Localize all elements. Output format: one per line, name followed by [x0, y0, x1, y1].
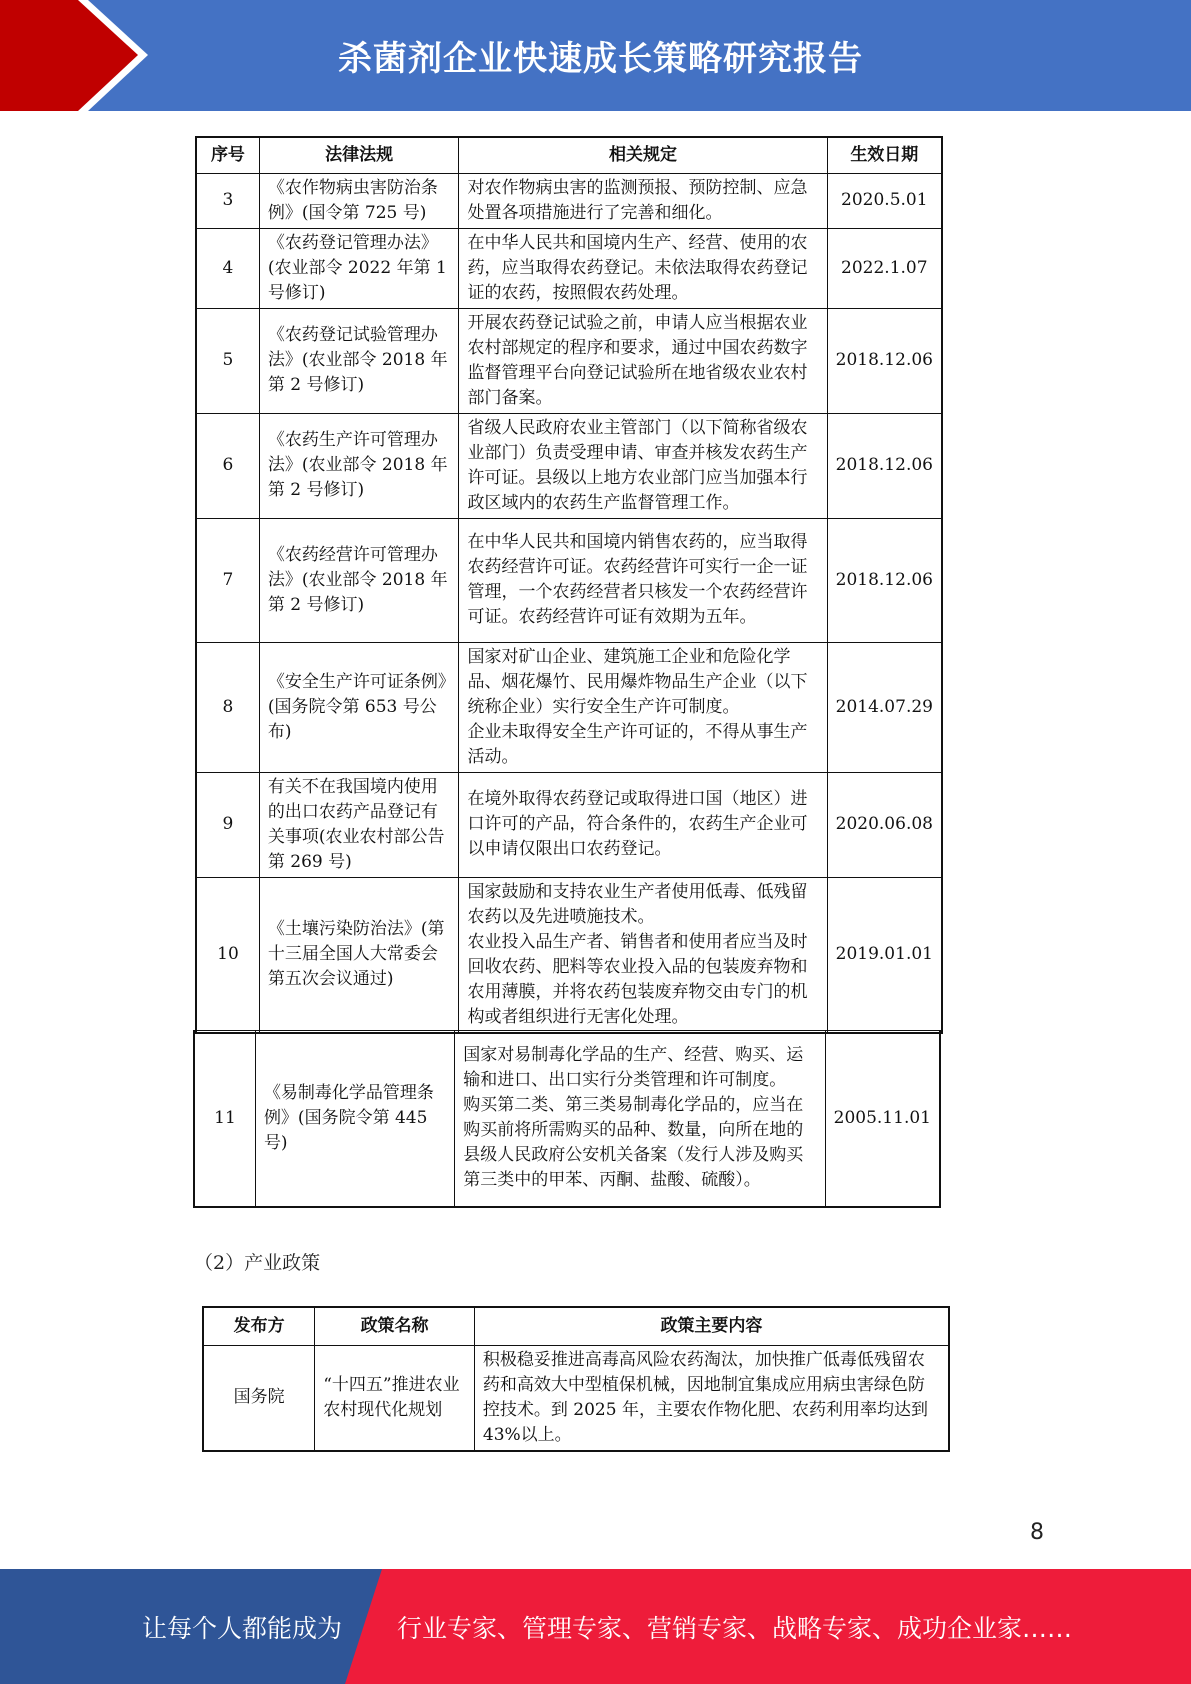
- law-rule: 国家对易制毒化学品的生产、经营、购买、运输和进口、出口实行分类管理和许可制度。 购买第二类、第三类易制毒化学品的，应当在购买前将所需购买的品种、数量，向所在地的县级人民政府公安机关备案（发行人涉及购买第三类中的甲苯、丙酮、盐酸、硫酸）。: [455, 1031, 825, 1207]
- effective-date: 2019.01.01: [827, 877, 942, 1033]
- effective-date: 2022.1.07: [827, 228, 942, 308]
- table-row: [196, 413, 942, 518]
- law-name: 《安全生产许可证条例》(国务院令第 653 号公布): [259, 642, 459, 772]
- footer-banner: [0, 1569, 1191, 1684]
- table-row: [196, 228, 942, 308]
- column-header: 生效日期: [827, 137, 942, 173]
- row-number: 11: [194, 1031, 255, 1207]
- law-rule: 国家对矿山企业、建筑施工企业和危险化学品、烟花爆竹、民用爆炸物品生产企业（以下统称企业）实行安全生产许可制度。 企业未取得安全生产许可证的，不得从事生产活动。: [459, 642, 827, 772]
- law-name: 《农药登记试验管理办法》(农业部令 2018 年第 2 号修订): [259, 308, 459, 413]
- table-header-row: [203, 1307, 949, 1345]
- column-header: 法律法规: [259, 137, 459, 173]
- row-number: 5: [196, 308, 259, 413]
- law-rule: 在中华人民共和国境内销售农药的，应当取得农药经营许可证。农药经营许可实行一企一证管理，一个农药经营者只核发一个农药经营许可证。农药经营许可证有效期为五年。: [459, 518, 827, 642]
- table-row: [196, 877, 942, 1033]
- law-rule: 在境外取得农药登记或取得进口国（地区）进口许可的产品，符合条件的，农药生产企业可以申请仅限出口农药登记。: [459, 772, 827, 877]
- law-name: 《农药生产许可管理办法》(农业部令 2018 年第 2 号修订): [259, 413, 459, 518]
- policy-table: [202, 1306, 950, 1452]
- law-rule: 省级人民政府农业主管部门（以下简称省级农业部门）负责受理申请、审查并核发农药生产许可证。县级以上地方农业部门应当加强本行政区域内的农药生产监督管理工作。: [459, 413, 827, 518]
- row-number: 8: [196, 642, 259, 772]
- effective-date: 2020.06.08: [827, 772, 942, 877]
- policy-content: 积极稳妥推进高毒高风险农药淘汰，加快推广低毒低残留农药和高效大中型植保机械，因地制宜集成应用病虫害绿色防控技术。到 2025 年，主要农作物化肥、农药利用率均达到 43%以上。: [474, 1345, 949, 1451]
- table-row: [196, 308, 942, 413]
- effective-date: 2014.07.29: [827, 642, 942, 772]
- header-bar: [0, 0, 1191, 111]
- column-header: 相关规定: [459, 137, 827, 173]
- row-number: 6: [196, 413, 259, 518]
- table-row: [196, 173, 942, 228]
- law-rule: 对农作物病虫害的监测预报、预防控制、应急处置各项措施进行了完善和细化。: [459, 173, 827, 228]
- page-number: 8: [1030, 1520, 1044, 1545]
- row-number: 9: [196, 772, 259, 877]
- section-heading: （2）产业政策: [194, 1252, 321, 1274]
- effective-date: 2018.12.06: [827, 308, 942, 413]
- policy-issuer: 国务院: [203, 1345, 315, 1451]
- policy-name: “十四五”推进农业农村现代化规划: [315, 1345, 475, 1451]
- table-row: [196, 518, 942, 642]
- law-rule: 在中华人民共和国境内生产、经营、使用的农药，应当取得农药登记。未依法取得农药登记证的农药，按照假农药处理。: [459, 228, 827, 308]
- table-row: [203, 1345, 949, 1451]
- chevron-icon: [0, 0, 160, 111]
- effective-date: 2018.12.06: [827, 413, 942, 518]
- law-table-continued: [193, 1030, 941, 1208]
- law-rule: 开展农药登记试验之前，申请人应当根据农业农村部规定的程序和要求，通过中国农药数字监督管理平台向登记试验所在地省级农业农村部门备案。: [459, 308, 827, 413]
- effective-date: 2018.12.06: [827, 518, 942, 642]
- law-name: 《农药经营许可管理办法》(农业部令 2018 年第 2 号修订): [259, 518, 459, 642]
- column-header: 序号: [196, 137, 259, 173]
- table-header-row: [196, 137, 942, 173]
- table-row: [196, 772, 942, 877]
- law-name: 《农药登记管理办法》(农业部令 2022 年第 1 号修订): [259, 228, 459, 308]
- law-name: 《易制毒化学品管理条例》(国务院令第 445 号): [255, 1031, 454, 1207]
- row-number: 4: [196, 228, 259, 308]
- row-number: 3: [196, 173, 259, 228]
- table-row: [196, 642, 942, 772]
- footer-slogan-left: 让每个人都能成为: [142, 1613, 343, 1643]
- row-number: 10: [196, 877, 259, 1033]
- law-name: 有关不在我国境内使用的出口农药产品登记有关事项(农业农村部公告第 269 号): [259, 772, 459, 877]
- law-rule: 国家鼓励和支持农业生产者使用低毒、低残留农药以及先进喷施技术。 农业投入品生产者、销售者和使用者应当及时回收农药、肥料等农业投入品的包装废弃物和农用薄膜，并将农药包装废弃物交由专门的机构或者组织进行无害化处理。: [459, 877, 827, 1033]
- law-name: 《农作物病虫害防治条例》(国令第 725 号): [259, 173, 459, 228]
- effective-date: 2005.11.01: [825, 1031, 940, 1207]
- law-name: 《土壤污染防治法》(第十三届全国人大常委会第五次会议通过): [259, 877, 459, 1033]
- footer-slogan-right: 行业专家、管理专家、营销专家、战略专家、成功企业家……: [397, 1613, 1073, 1643]
- row-number: 7: [196, 518, 259, 642]
- column-header: 政策主要内容: [474, 1307, 949, 1345]
- table-row: [194, 1031, 940, 1207]
- column-header: 政策名称: [315, 1307, 475, 1345]
- law-table: [195, 136, 943, 1034]
- page-title: 杀菌剂企业快速成长策略研究报告: [338, 39, 863, 79]
- column-header: 发布方: [203, 1307, 315, 1345]
- effective-date: 2020.5.01: [827, 173, 942, 228]
